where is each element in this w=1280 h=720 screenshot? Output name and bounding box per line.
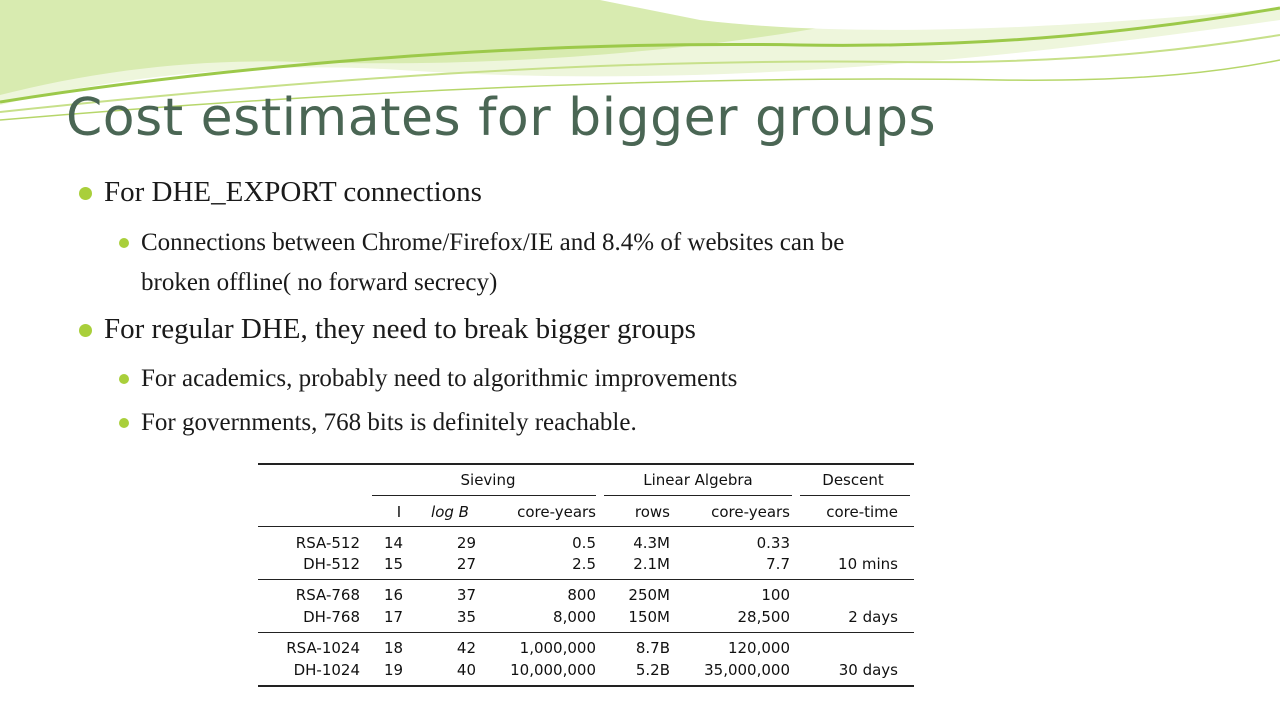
group-rule-linear-algebra [604,495,792,496]
bullet-regular-dhe: For regular DHE, they need to break bigger groups [104,313,696,345]
cell-rows: 250M [628,586,670,604]
cost-estimate-table [258,463,914,688]
group-rule-descent [800,495,910,496]
cell-sieve-core-years: 2.5 [572,555,596,573]
cell-log-b: 37 [456,586,476,604]
cell-log-b: 35 [456,608,476,626]
cell-descent-time: 30 days [838,661,898,679]
cell-la-core-years: 7.7 [766,555,790,573]
cell-log-b: 40 [456,661,476,679]
col-header-sieve-core-years: core-years [517,503,596,521]
col-header-log-b: log B [431,503,469,521]
sub-bullet-connections [141,223,844,303]
cell-sieve-core-years: 1,000,000 [519,639,596,657]
sub-bullet-line: Connections between Chrome/Firefox/IE and 8.4% of websites can be [141,229,845,256]
cell-sieve-core-years: 800 [567,586,596,604]
cell-i: 15 [384,555,404,573]
col-header-core-time: core-time [826,503,898,521]
group-header-linear-algebra: Linear Algebra [643,471,753,489]
cell-descent-time: 2 days [848,608,898,626]
col-header-i: I [396,503,402,521]
sub-bullet-dot-icon [119,374,129,384]
cell-rows: 8.7B [635,639,670,657]
col-header-la-core-years: core-years [711,503,790,521]
cell-sieve-core-years: 10,000,000 [510,661,596,679]
cell-descent-time: 10 mins [838,555,898,573]
cell-i: 17 [384,608,404,626]
cell-sieve-core-years: 0.5 [572,534,596,552]
table-top-rule [258,463,914,465]
cell-i: 14 [384,534,404,552]
sub-bullet-dot-icon [119,418,129,428]
row-group-rule [258,632,914,633]
group-header-sieving: Sieving [460,471,516,489]
cell-la-core-years: 35,000,000 [704,661,790,679]
cell-la-core-years: 0.33 [756,534,790,552]
slide-title: Cost estimates for bigger groups [66,88,937,148]
group-rule-sieving [372,495,596,496]
bullet-dhe-export: For DHE_EXPORT connections [104,176,482,208]
group-header-descent: Descent [822,471,884,489]
table-header-rule [258,526,914,527]
col-header-rows: rows [634,503,670,521]
cell-i: 19 [384,661,404,679]
bullet-dot-icon [79,324,92,337]
cell-rows: 2.1M [633,555,670,573]
cell-sieve-core-years: 8,000 [553,608,596,626]
cell-target: RSA-768 [295,586,360,604]
cell-la-core-years: 100 [761,586,790,604]
cell-target: RSA-1024 [286,639,360,657]
cell-rows: 5.2B [635,661,670,679]
cell-rows: 4.3M [633,534,670,552]
cell-target: DH-1024 [293,661,360,679]
cell-log-b: 27 [456,555,476,573]
sub-bullet-academics: For academics, probably need to algorithmic improvements [141,365,738,392]
cell-la-core-years: 120,000 [727,639,790,657]
cell-rows: 150M [628,608,670,626]
sub-bullet-line: broken offline( no forward secrecy) [141,269,498,296]
cell-log-b: 29 [456,534,476,552]
cell-la-core-years: 28,500 [737,608,790,626]
row-group-rule [258,579,914,580]
sub-bullet-governments: For governments, 768 bits is definitely reachable. [141,409,637,436]
sub-bullet-dot-icon [119,238,129,248]
bullet-dot-icon [79,187,92,200]
cell-target: DH-768 [303,608,360,626]
cell-target: RSA-512 [295,534,360,552]
cell-target: DH-512 [303,555,360,573]
table-bottom-rule [258,685,914,687]
cell-i: 16 [384,586,404,604]
cell-i: 18 [384,639,404,657]
cell-log-b: 42 [456,639,476,657]
